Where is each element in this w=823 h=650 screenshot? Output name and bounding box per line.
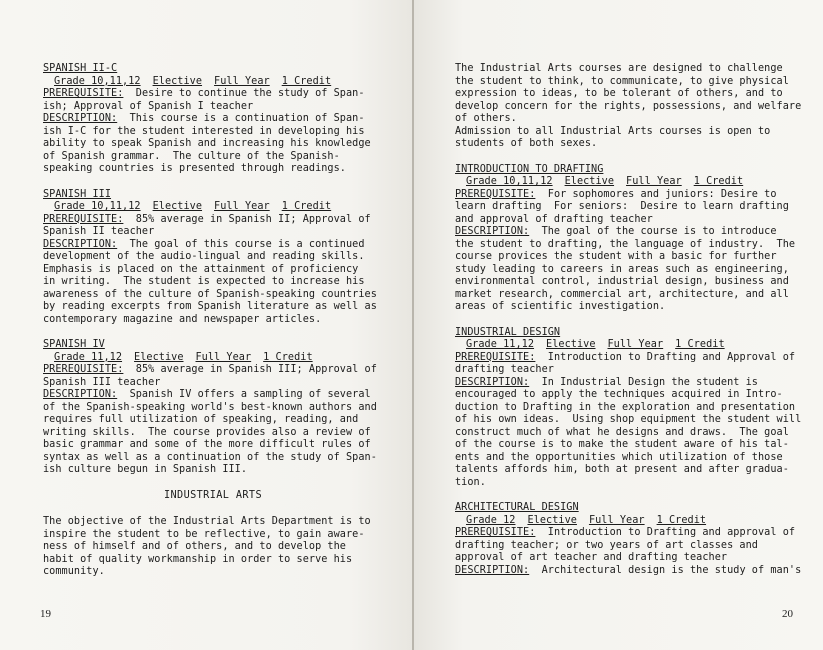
text-line: ability to speak Spanish and increasing his knowledge: [43, 138, 371, 149]
course-intro-drafting: [455, 164, 805, 314]
text-line: study leading to careers in areas such as engineering,: [455, 263, 789, 275]
course-title: SPANISH IV: [43, 339, 105, 350]
page-number: 20: [782, 608, 793, 620]
description: [455, 226, 805, 239]
course-type: Elective: [564, 176, 615, 187]
text-line: The goal of this course is a continued: [117, 238, 365, 250]
description-label: DESCRIPTION:: [455, 376, 530, 388]
description-label: DESCRIPTION:: [43, 238, 118, 250]
prerequisite: [43, 214, 383, 227]
course-credit: 1 Credit: [675, 339, 725, 350]
prerequisite: [455, 527, 805, 540]
section-heading: INDUSTRIAL ARTS: [163, 489, 262, 501]
course-term: Full Year: [195, 351, 252, 363]
text-line: inspire the student to be reflective, to gain aware-: [43, 528, 365, 540]
text-line: construct much of what he designs and draws. The goal: [455, 426, 789, 438]
text-line: tion.: [455, 476, 486, 488]
text-line: Spanish III teacher: [43, 376, 161, 388]
text-line: talents affords him, both at present and after gradua-: [455, 464, 789, 475]
text-line: In Industrial Design the student is: [529, 376, 758, 388]
description: [43, 113, 383, 126]
course-term: Full Year: [588, 514, 645, 526]
course-type: Elective: [134, 351, 184, 363]
text-line: students of both sexes.: [455, 138, 598, 149]
course-industrial-design: [455, 327, 805, 490]
course-spanish-3: [43, 189, 383, 327]
course-credit: 1 Credit: [656, 514, 707, 526]
text-line: areas of scientific investigation.: [455, 301, 666, 312]
course-credit: 1 Credit: [693, 176, 744, 187]
text-line: For sophomores and juniors: Desire to: [535, 188, 777, 200]
description: [455, 377, 805, 390]
course-meta: [455, 176, 805, 189]
course-spanish-2c: [43, 63, 383, 176]
description: [43, 239, 383, 252]
prerequisite-label: PREREQUISITE:: [455, 351, 536, 363]
course-title: SPANISH II-C: [43, 63, 118, 74]
course-credit: 1 Credit: [281, 201, 332, 212]
course-term: Full Year: [626, 176, 682, 187]
course-type: Elective: [546, 339, 596, 350]
description-label: DESCRIPTION:: [43, 113, 118, 124]
description-label: DESCRIPTION:: [455, 564, 530, 576]
text-line: Emphasis is placed on the attainment of proficiency: [43, 263, 359, 275]
text-line: 85% average in Spanish III; Approval of: [123, 364, 377, 375]
course-meta: [455, 339, 805, 352]
text-line: community.: [43, 566, 105, 577]
text-line: and approval of drafting teacher: [455, 213, 653, 225]
text-line: encouraged to apply the techniques acquired in Intro-: [455, 389, 783, 400]
course-architectural-design: [455, 502, 805, 577]
industrial-arts-overview: [455, 63, 805, 151]
right-page: [414, 0, 823, 650]
text-line: syntax as well as a continuation of the study of Span-: [43, 451, 377, 463]
text-line: of the Spanish-speaking world's best-known authors and: [43, 401, 377, 413]
course-meta: [455, 515, 805, 528]
text-line: of his own ideas. Using shop equipment the student will: [455, 414, 802, 425]
course-title: INDUSTRIAL DESIGN: [455, 326, 561, 338]
description: [455, 565, 805, 578]
text-line: Introduction to Drafting and Approval of: [535, 351, 796, 363]
text-line: Spanish II teacher: [43, 226, 155, 237]
course-type: Elective: [527, 514, 577, 526]
course-meta: [43, 352, 383, 365]
text-line: This course is a continuation of Span-: [117, 113, 365, 124]
course-term: Full Year: [214, 201, 270, 212]
text-line: speaking countries is presented through readings.: [43, 163, 346, 174]
prerequisite-label: PREREQUISITE:: [455, 188, 536, 200]
course-grade: Grade 10,11,12: [466, 176, 553, 187]
prerequisite-label: PREREQUISITE:: [43, 88, 124, 99]
text-line: requires full utilization of speaking, reading, and: [43, 414, 359, 425]
course-meta: [43, 201, 383, 214]
prerequisite: [43, 364, 383, 377]
text-line: by reading excerpts from Spanish literature as well as: [43, 301, 377, 312]
text-line: course provices the student with a basic for further: [455, 251, 777, 262]
course-title: INTRODUCTION TO DRAFTING: [455, 163, 604, 175]
course-grade: Grade 10,11,12: [54, 75, 141, 87]
prerequisite: [43, 88, 383, 101]
prerequisite-label: PREREQUISITE:: [43, 213, 124, 225]
course-term: Full Year: [214, 75, 270, 87]
text-line: of Spanish grammar. The culture of the Spanish-: [43, 150, 340, 162]
course-grade: Grade 12: [466, 514, 516, 526]
text-line: Desire to continue the study of Span-: [123, 88, 365, 99]
right-column: [455, 63, 805, 590]
text-line: writing skills. The course provides also a review of: [43, 426, 371, 438]
course-meta: [43, 76, 383, 89]
prerequisite: [455, 352, 805, 365]
course-grade: Grade 11,12: [466, 339, 535, 350]
text-line: learn drafting For seniors: Desire to learn drafting: [455, 201, 789, 212]
text-line: Introduction to Drafting and approval of: [535, 527, 796, 538]
text-line: development of the audio-lingual and reading skills.: [43, 251, 365, 262]
text-line: 85% average in Spanish II; Approval of: [123, 213, 371, 225]
text-line: duction to Drafting in the exploration and presentation: [455, 401, 796, 413]
text-line: ish culture begun in Spanish III.: [43, 464, 248, 475]
text-line: approval of art teacher and drafting teacher: [455, 552, 728, 563]
description-label: DESCRIPTION:: [455, 226, 530, 237]
text-line: the student to drafting, the language of industry. The: [455, 238, 796, 250]
course-title: SPANISH III: [43, 188, 112, 200]
course-term: Full Year: [607, 339, 664, 350]
text-line: drafting teacher; or two years of art classes and: [455, 539, 758, 551]
description-label: DESCRIPTION:: [43, 389, 118, 400]
description: [43, 389, 383, 402]
prerequisite: [455, 189, 805, 202]
text-line: The goal of the course is to introduce: [529, 226, 777, 237]
text-line: market research, commercial art, architecture, and all: [455, 288, 789, 300]
text-line: develop concern for the rights, possessions, and welfare: [455, 100, 802, 112]
course-credit: 1 Credit: [263, 351, 313, 363]
text-line: ish I-C for the student interested in developing his: [43, 125, 365, 137]
prerequisite-label: PREREQUISITE:: [455, 527, 536, 538]
text-line: the student to think, to communicate, to give physical: [455, 75, 789, 87]
text-line: environmental control, industrial design, business and: [455, 276, 789, 287]
course-grade: Grade 11,12: [54, 351, 123, 363]
text-line: drafting teacher: [455, 364, 554, 375]
course-grade: Grade 10,11,12: [54, 201, 141, 212]
text-line: The Industrial Arts courses are designed to challenge: [455, 63, 783, 74]
text-line: Spanish IV offers a sampling of several: [117, 389, 371, 400]
text-line: basic grammar and some of the more difficult rules of: [43, 439, 371, 450]
course-spanish-4: [43, 339, 383, 477]
text-line: contemporary magazine and newspaper articles.: [43, 313, 322, 325]
course-type: Elective: [152, 201, 203, 212]
text-line: Admission to all Industrial Arts courses is open to: [455, 125, 771, 137]
text-line: expression to ideas, to be tolerant of others, and to: [455, 88, 783, 99]
text-line: Architectural design is the study of man's: [529, 564, 802, 576]
text-line: awareness of the culture of Spanish-speaking countries: [43, 288, 377, 300]
text-line: in writing. The student is expected to increase his: [43, 276, 365, 287]
text-line: ness of himself and of others, and to develop the: [43, 541, 346, 552]
course-title: ARCHITECTURAL DESIGN: [455, 502, 579, 513]
left-column: [43, 63, 383, 592]
text-line: ents and the opportunities which utilization of those: [455, 451, 783, 463]
text-line: of others.: [455, 113, 517, 124]
course-type: Elective: [152, 75, 203, 87]
text-line: The objective of the Industrial Arts Department is to: [43, 516, 371, 527]
page-number: 19: [40, 608, 51, 620]
text-line: of the course is to make the student aware of his tal-: [455, 439, 789, 450]
course-credit: 1 Credit: [281, 75, 332, 87]
text-line: ish; Approval of Spanish I teacher: [43, 100, 254, 112]
industrial-arts-intro: [43, 516, 383, 579]
prerequisite-label: PREREQUISITE:: [43, 364, 124, 375]
text-line: habit of quality workmanship in order to serve his: [43, 553, 353, 565]
